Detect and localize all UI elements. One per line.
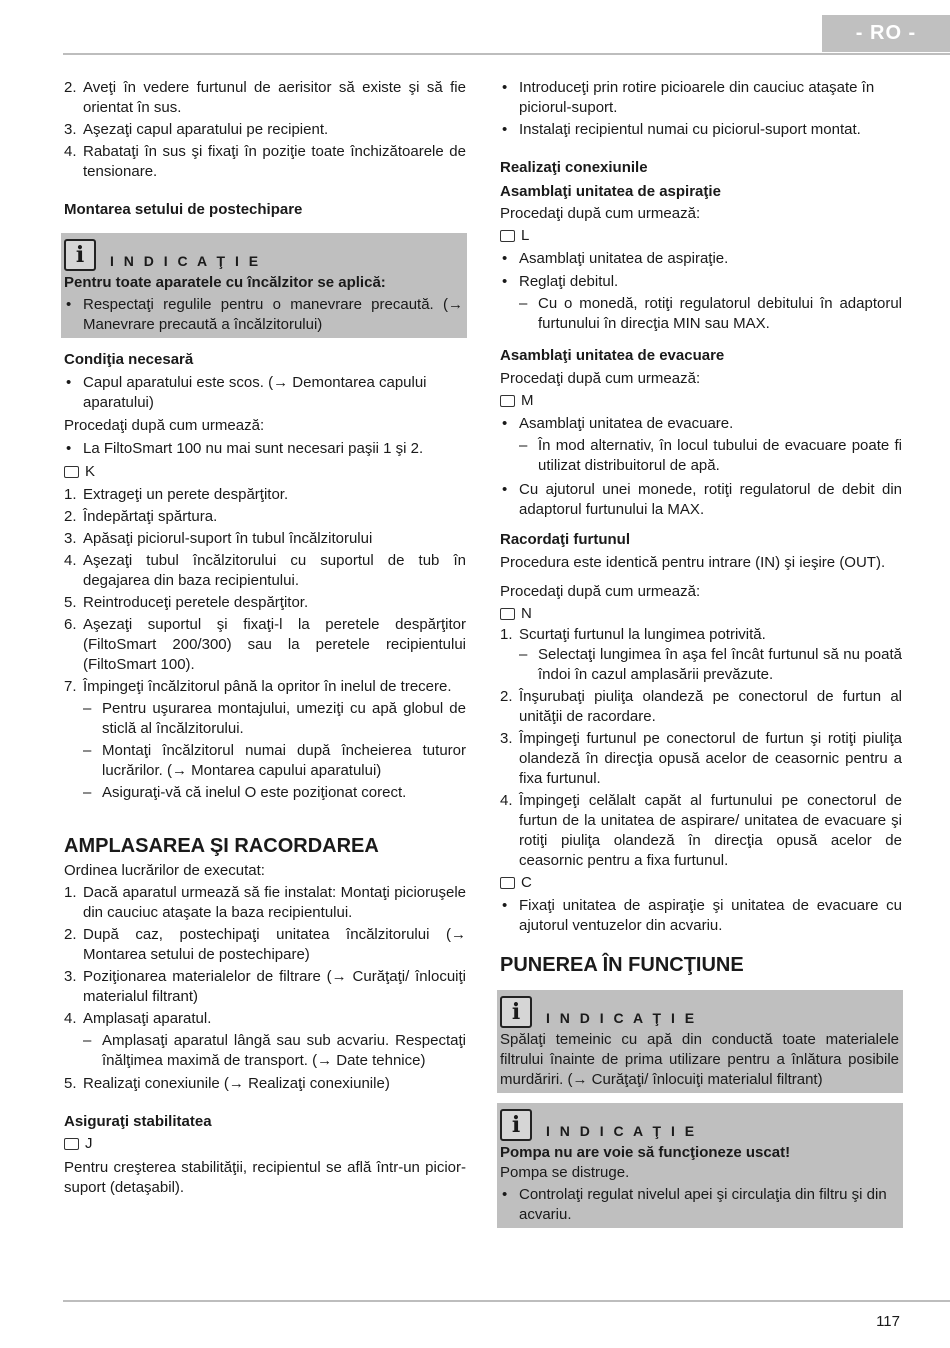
note-title: I N D I C A Ţ I E (546, 1010, 698, 1026)
list-item: – Amplasaţi aparatul lângă sau sub acvariu. Respectaţi înălţimea maximă de transport. (→ Date tehnice) (83, 1032, 466, 1069)
note-text: Pompa se distruge. (500, 1164, 630, 1181)
figure-ref: L (500, 226, 902, 246)
list-item: • Introduceţi prin rotire picioarele din cauciuc ataşate în piciorul-suport. (502, 79, 875, 116)
section-heading: Realizaţi conexiunile (500, 159, 648, 176)
section-heading: Condiţia necesară (64, 351, 194, 368)
page-number: 117 (876, 1313, 900, 1330)
list-item: 4. Împingeţi celălalt capăt al furtunului pe conectorul de furtun de la unitatea de aspirare/ unitatea de evacuare şi rotiţi piuliţa olandeză în direcţia opusă acelor de ceasornic pentru a fixa furtunul. (500, 792, 902, 869)
figure-icon (500, 395, 515, 407)
list-item: 1. Dacă aparatul urmează să fie instalat: Montaţi picioruşele din cauciuc ataşate la baza recipientului. (64, 884, 466, 921)
note-title: I N D I C A Ţ I E (546, 1123, 698, 1139)
section-heading: Montarea setului de postechipare (64, 201, 303, 218)
figure-icon (64, 1138, 79, 1150)
list-item: • Cu ajutorul unei monede, rotiţi regulatorul de debit din adaptorul furtunului la MAX. (502, 481, 902, 518)
list-item: 2. Îndepărtaţi spărtura. (64, 508, 218, 525)
chapter-heading: PUNEREA ÎN FUNCŢIUNE (500, 954, 744, 976)
info-icon: i (500, 996, 532, 1028)
list-item: • Reglaţi debitul. (502, 273, 619, 290)
left-column (64, 78, 466, 1198)
figure-icon (500, 877, 515, 889)
section-heading: Racordaţi furtunul (500, 531, 630, 548)
list-item: • Controlaţi regulat nivelul apei şi circulaţia din filtru şi din acvariu. (502, 1186, 887, 1223)
list-item: • Fixaţi unitatea de aspiraţie şi unitatea de evacuare cu ajutorul ventuzelor din acvariu. (502, 897, 902, 934)
instruction-text: Procedaţi după cum urmează: (500, 583, 701, 600)
list-item: • Asamblaţi unitatea de evacuare. (502, 415, 734, 432)
list-item: 3. Poziţionarea materialelor de filtrare (→ Curăţaţi/ înlocuiţi materialul filtrant) (64, 968, 466, 1005)
paragraph: Procedura este identică pentru intrare (IN) şi ieşire (OUT). (500, 554, 886, 571)
info-icon: i (500, 1109, 532, 1141)
footer-rule (63, 1300, 950, 1302)
list-item: 5. Realizaţi conexiunile (→ Realizaţi conexiunile) (64, 1075, 390, 1092)
list-item: 3. Aşezaţi capul aparatului pe recipient. (64, 121, 329, 138)
note-box (61, 233, 467, 338)
list-item: – Selectaţi lungimea în aşa fel încât furtunul să nu poată îndoi în cazul amplasării prevăzute. (519, 646, 902, 683)
section-heading: Asamblaţi unitatea de evacuare (500, 347, 725, 364)
instruction-text: Ordinea lucrărilor de executat: (64, 862, 265, 879)
list-item: 3. Împingeţi furtunul pe conectorul de furtun şi rotiţi piuliţa olandeză în direcţia opusă acelor de ceasornic pentru a fixa furtunul. (500, 730, 902, 787)
note-bold-text: Pentru toate aparatele cu încălzitor se aplică: (64, 274, 386, 291)
right-column (500, 78, 902, 1228)
list-item: • Instalaţi recipientul numai cu piciorul-suport montat. (502, 121, 861, 138)
figure-ref: M (500, 391, 902, 411)
list-item: 4. Aşezaţi tubul încălzitorului cu suportul de tub în degajarea din baza recipientului. (64, 552, 466, 589)
figure-ref: C (500, 873, 902, 893)
list-item: – Asiguraţi-vă că inelul O este poziţionat corect. (83, 784, 407, 801)
section-heading: Asiguraţi stabilitatea (64, 1113, 212, 1130)
info-icon: i (64, 239, 96, 271)
list-item: 1. Scurtaţi furtunul la lungimea potrivită. (500, 626, 766, 643)
figure-ref: N (500, 604, 902, 624)
paragraph: Pentru creşterea stabilităţii, recipientul se află într-un picior-suport (detaşabil). (64, 1159, 466, 1196)
list-item: • Asamblaţi unitatea de aspiraţie. (502, 250, 729, 267)
figure-ref: K (64, 462, 466, 482)
list-item: 2. Aveţi în vedere furtunul de aerisitor să existe şi să fie orientat în sus. (64, 79, 466, 116)
list-item: – Pentru uşurarea montajului, umeziţi cu apă globul de sticlă al încălzitorului. (83, 700, 466, 737)
list-item: 3. Apăsaţi piciorul-suport în tubul încălzitorului (64, 530, 373, 547)
list-item: – Montaţi încălzitorul numai după încheierea tuturor lucrărilor. (→ Montarea capului aparatului) (83, 742, 466, 779)
list-item: • Respectaţi regulile pentru o manevrare precaută. (→ Manevrare precaută a încălzitorului) (66, 296, 463, 333)
section-heading: Asamblaţi unitatea de aspiraţie (500, 183, 721, 200)
list-item: 7. Împingeţi încălzitorul până la opritor în inelul de trecere. (64, 678, 452, 695)
list-item: 5. Reintroduceţi peretele despărţitor. (64, 594, 309, 611)
note-bold-text: Pompa nu are voie să funcţioneze uscat! (500, 1144, 791, 1161)
list-item: 1. Extrageţi un perete despărţitor. (64, 486, 289, 503)
chapter-heading: AMPLASAREA ŞI RACORDAREA (64, 835, 379, 857)
note-box (497, 990, 903, 1093)
language-tab: - RO - (822, 15, 950, 52)
note-text: Spălaţi temeinic cu apă din conductă toate materialele filtrului înainte de prima utilizare pentru a înlătura posibile murdăriri. (→ Curăţaţi/ înlocuiţi materialul filtrant) (500, 1031, 899, 1088)
list-item: 4. Rabataţi în sus şi fixaţi în poziţie toate închizătoarele de tensionare. (64, 143, 466, 180)
list-item: • La FiltoSmart 100 nu mai sunt necesari paşii 1 şi 2. (66, 440, 424, 457)
note-box (497, 1103, 903, 1228)
instruction-text: Procedaţi după cum urmează: (500, 205, 701, 222)
instruction-text: Procedaţi după cum urmează: (500, 370, 701, 387)
list-item: – Cu o monedă, rotiţi regulatorul debitului în adaptorul furtunului în direcţia MIN sau MAX. (519, 295, 902, 332)
instruction-text: Procedaţi după cum urmează: (64, 417, 265, 434)
list-item: 2. Înşurubaţi piuliţa olandeză pe conectorul de furtun al unităţii de racordare. (500, 688, 902, 725)
figure-icon (500, 608, 515, 620)
figure-icon (500, 230, 515, 242)
header-rule (63, 53, 950, 55)
note-title: I N D I C A Ţ I E (110, 253, 262, 269)
list-item: 4. Amplasaţi aparatul. (64, 1010, 212, 1027)
list-item: 6. Aşezaţi suportul şi fixaţi-l la peretele despărţitor (FiltoSmart 200/300) sau la peretele recipientului (FiltoSmart 100). (64, 616, 466, 673)
list-item: 2. După caz, postechipaţi unitatea încălzitorului (→ Montarea setului de postechipare) (64, 926, 466, 963)
list-item: – În mod alternativ, în locul tubului de evacuare poate fi utilizat distribuitorul de apă. (519, 437, 902, 474)
figure-ref: J (64, 1134, 466, 1154)
figure-icon (64, 466, 79, 478)
list-item: • Capul aparatului este scos. (→ Demontarea capului aparatului) (66, 374, 427, 411)
